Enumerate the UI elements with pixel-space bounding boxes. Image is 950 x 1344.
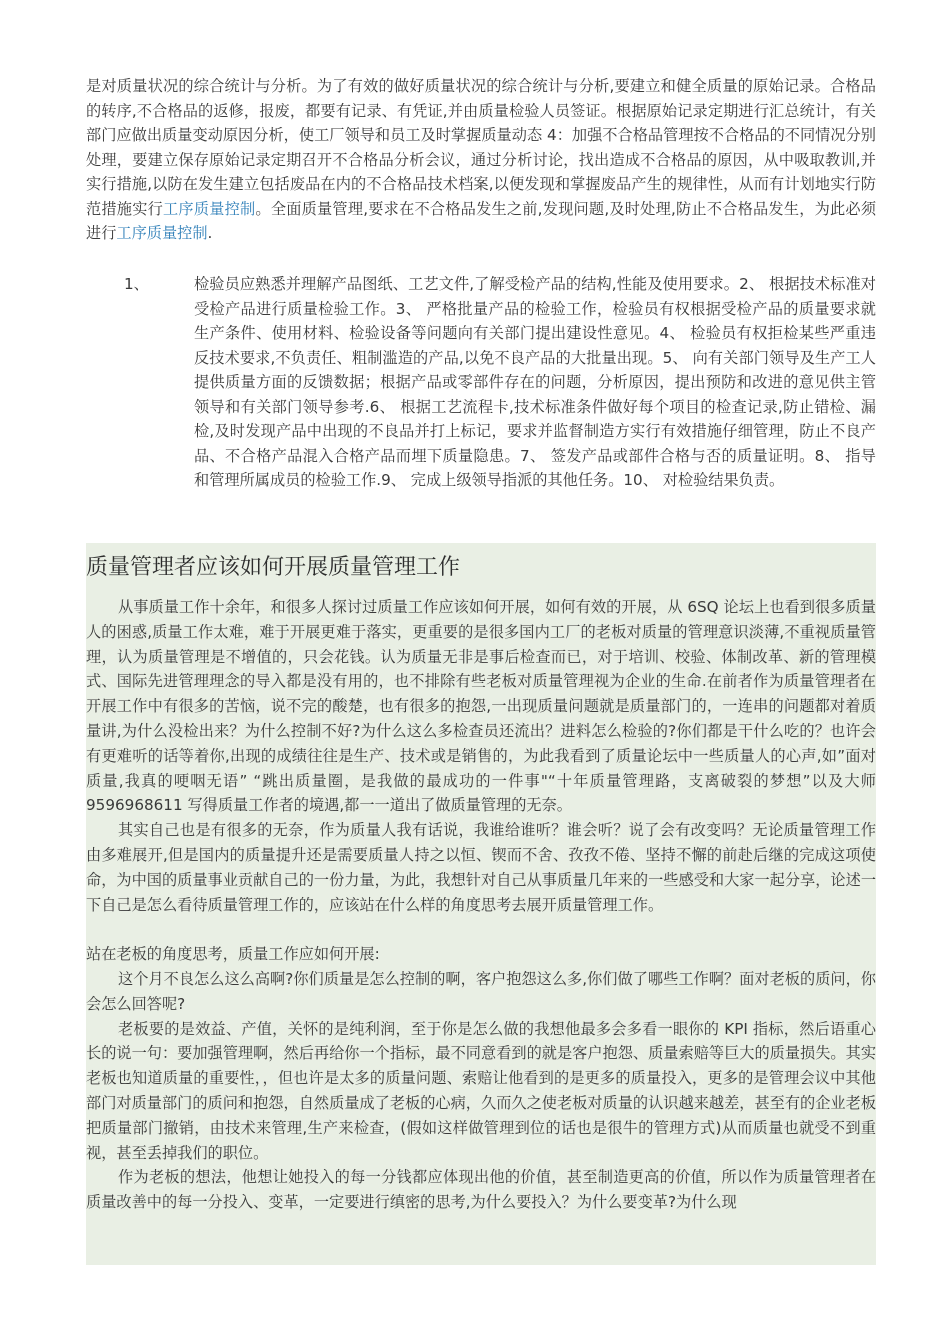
section-paragraph: 作为老板的想法，他想让她投入的每一分钱都应体现出他的价值，甚至制造更高的价值，所以作为质量管理者在质量改善中的每一分投入、变革，一定要进行缜密的思考,为什么要投入？为什么要变革?为什么现	[86, 1168, 876, 1212]
intro-text-middle: 。全面质量管理,要求在不合格品发生之前,发现问题,及时处理,防止不合格品发生，为此必须进行	[86, 199, 877, 242]
section-body	[86, 595, 876, 1215]
process-quality-control-link[interactable]: 工序质量控制	[163, 199, 256, 218]
section-heading: 质量管理者应该如何开展质量管理工作	[86, 555, 461, 580]
section-paragraph: 其实自己也是有很多的无奈，作为质量人我有话说，我谁给谁听？谁会听？说了会有改变吗？无论质量管理工作由多难展开,但是国内的质量提升还是需要质量人持之以恒、锲而不舍、孜孜不倦、坚持不懈的前赴后继的完成这项使命，为中国的质量事业贡献自己的一份力量，为此，我想针对自己从事质量几年来的一些感受和大家一起分享，论述一下自己是怎么看待质量管理工作的，应该站在什么样的角度思考去展开质量管理工作。	[86, 821, 876, 914]
list-number: 1、	[124, 275, 149, 293]
process-quality-control-link-2[interactable]: 工序质量控制	[116, 224, 208, 242]
intro-text-end: .	[207, 224, 213, 242]
list-item-text: 检验员应熟悉并理解产品图纸、工艺文件,了解受检产品的结构,性能及使用要求。2、 根据技术标准对受检产品进行质量检验工作。3、 严格批量产品的检验工作，检验员有权根据受检产品的质量要求就生产条件、使用材料、检验设备等问题向有关部门提出建设性意见。4、 检验员有权拒检某些严重违反技术要求,不负责任、粗制滥造的产品,以免不良产品的大批量出现。5、 向有关部门领导及生产工人提供质量方面的反馈数据；根据产品或零部件存在的问题，分析原因，提出预防和改进的意见供主管领导和有关部门领导参考.6、 根据工艺流程卡,技术标准条件做好每个项目的检查记录,防止错检、漏检,及时发现产品中出现的不良品并打上标记，要求并监督制造方实行有效措施仔细管理，防止不良产品、不合格产品混入合格产品而埋下质量隐患。7、 签发产品或部件合格与否的质量证明。8、 指导和管理所属成员的检验工作.9、 完成上级领导指派的其他任务。10、 对检验结果负责。	[194, 275, 876, 489]
intro-paragraph	[86, 74, 876, 246]
duty-list	[86, 272, 876, 493]
section-paragraph: 这个月不良怎么这么高啊?你们质量是怎么控制的啊，客户抱怨这么多,你们做了哪些工作啊？面对老板的质问，你会怎么回答呢?	[86, 969, 876, 1013]
paragraph-gap	[86, 917, 876, 942]
section-paragraph: 老板要的是效益、产值，关怀的是纯利润，至于你是怎么做的我想他最多会多看一眼你的 KPI 指标，然后语重心长的说一句：要加强管理啊，然后再给你一个指标，最不同意看到的就是客户抱怨、质量索赔等巨大的质量损失。其实老板也知道质量的重要性，，但也许是太多的质量问题、索赔让他看到的是更多的质量投入，更多的是管理会议中其他部门对质量部门的质问和抱怨，自然质量成了老板的心病，久而久之使老板对质量的认识越来越差，甚至有的企业老板把质量部门撤销，由技术来管理,生产来检查，(假如这样做管理到位的话也是很牛的管理方式)从而质量也就受不到重视，甚至丢掉我们的职位。	[86, 1019, 876, 1162]
section-paragraph: 从事质量工作十余年，和很多人探讨过质量工作应该如何开展，如何有效的开展，从 6SQ 论坛上也看到很多质量人的困惑,质量工作太难，难于开展更难于落实，更重要的是很多国内工厂的老板对质量的管理意识淡薄,不重视质量管理，认为质量管理是不增值的，只会花钱。认为质量无非是事后检查而已，对于培训、校验、体制改革、新的管理模式、国际先进管理理念的导入都是没有用的，也不排除有些老板对质量管理视为企业的生命.在前者作为质量管理者在开展工作中有很多的苦恼，说不完的酸楚，也有很多的抱怨,一出现质量问题就是质量部门的，一连串的问题都对着质量讲,为什么没检出来？为什么控制不好?为什么这么多检查员还流出？进料怎么检验的?你们都是干什么吃的？也许会有更难听的话等着你,出现的成绩往往是生产、技术或是销售的，为此我看到了质量论坛中一些质量人的心声,如”面对质量,我真的哽咽无语” “跳出质量圈，是我做的最成功的一件事"“十年质量管理路，支离破裂的梦想”以及大师 9596968611 写得质量工作者的境遇,都一一道出了做质量管理的无奈。	[86, 598, 876, 815]
intro-text: 是对质量状况的综合统计与分析。为了有效的做好质量状况的综合统计与分析,要建立和健全质量的原始记录。合格品的转序,不合格品的返修，报废，都要有记录、有凭证,并由质量检验人员签证。根据原始记录定期进行汇总统计，有关部门应做出质量变动原因分析，使工厂领导和员工及时掌握质量动态 4：加强不合格品管理按不合格品的不同情况分别处理，要建立保存原始记录定期召开不合格品分析会议，通过分析讨论，找出造成不合格品的原因，从中吸取教训,并实行措施,以防在发生建立包括废品在内的不合格品技术档案,以便发现和掌握废品产生的规律性，从而有计划地实行防范措施实行	[86, 77, 876, 218]
highlighted-section	[86, 543, 876, 1265]
section-subheading: 站在老板的角度思考，质量工作应如何开展:	[86, 945, 380, 964]
